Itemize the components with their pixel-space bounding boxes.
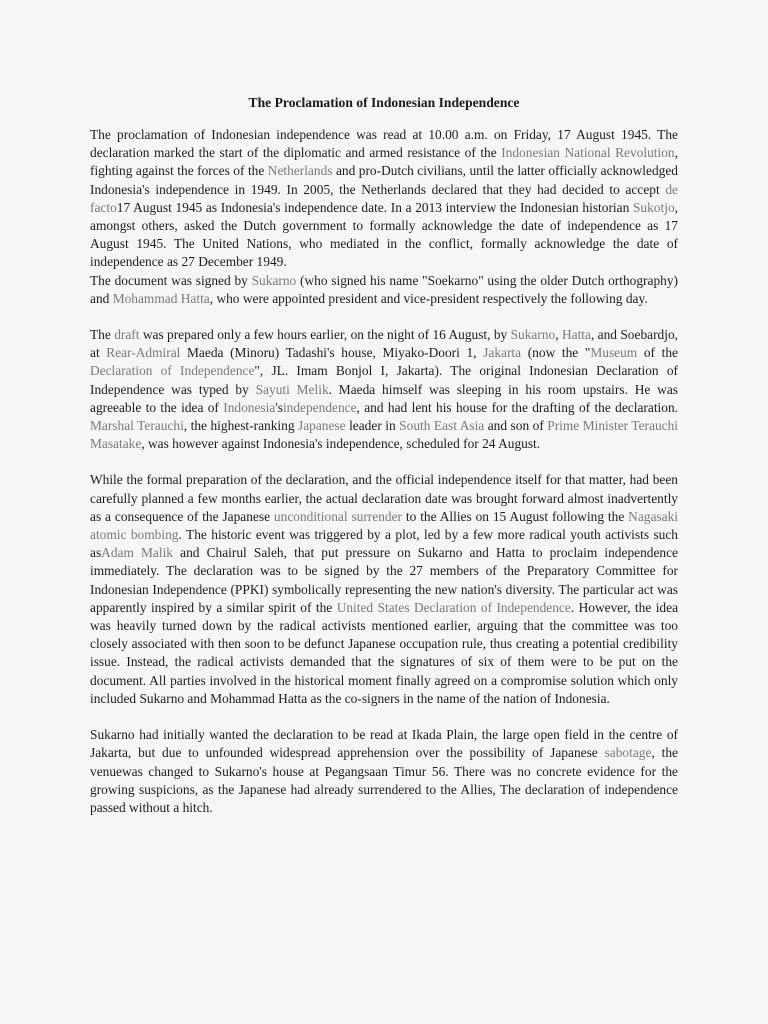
inline-link[interactable]: Jakarta xyxy=(483,345,522,361)
inline-link[interactable]: Sukarno xyxy=(251,272,297,288)
inline-link[interactable]: Nagasaki atomic bombing xyxy=(90,508,678,543)
text-run: . Maeda himself was sleeping in his room upstairs. He was agreeable to the idea of xyxy=(90,381,678,415)
text-run: . The historic event was triggered by a plot, led by a few more radical youth activists such as xyxy=(90,527,678,561)
inline-link[interactable]: draft xyxy=(114,327,140,343)
text-run: , and Soebardjo, at xyxy=(90,327,678,361)
text-run: While the formal preparation of the declaration, and the official independence itself for that matter, had been carefully planned a few months earlier, the actual declaration date was brought forward almost inadvertently as a consequence of the Japanese xyxy=(90,472,678,524)
inline-link[interactable]: South East Asia xyxy=(399,418,485,434)
text-run: The document was signed by xyxy=(90,272,252,288)
text-run: , who were appointed president and vice-president respectively the following day. xyxy=(209,290,648,306)
text-run: (who signed his name "Soekarno" using the older Dutch orthography) and xyxy=(90,272,678,306)
paragraph xyxy=(90,272,678,308)
inline-link[interactable]: Indonesian National Revolution xyxy=(501,145,675,161)
text-run: , and had lent his house for the drafting of the declaration. xyxy=(356,399,678,415)
inline-link[interactable]: Sayuti Melik xyxy=(255,381,329,397)
text-run: was prepared only a few hours earlier, on the night of 16 August, by xyxy=(139,327,511,343)
text-run: , fighting against the forces of the xyxy=(90,145,678,179)
document-body xyxy=(90,126,678,817)
text-run: The xyxy=(90,327,115,343)
text-run: Maeda (Minoru) Tadashi's house, Miyako-Doori 1, xyxy=(180,345,484,361)
text-run: and Chairul Saleh, that put pressure on Sukarno and Hatta to proclaim independence immediately. The declaration was to be signed by the 27 members of the Preparatory Committee for Indonesian Independence (PPKI) symbolically representing the new nation's diversity. The particular act was apparently inspired by a similar spirit of the xyxy=(90,545,678,615)
inline-link[interactable]: Terauchi xyxy=(137,418,184,434)
text-run: , amongst others, asked the Dutch government to formally acknowledge the date of independence as 17 August 1945. The United Nations, who mediated in the conflict, formally acknowledge the date of independence as 27 December 1949. xyxy=(90,199,678,270)
inline-link[interactable]: unconditional surrender xyxy=(273,508,403,524)
text-run: 's xyxy=(275,399,283,415)
inline-link[interactable]: sabotage xyxy=(604,745,652,761)
document-title: The Proclamation of Indonesian Independence xyxy=(248,95,520,110)
paragraph xyxy=(90,726,678,817)
inline-link[interactable]: Netherlands xyxy=(267,163,333,179)
text-run: , the venuewas changed to Sukarno's house at Pegangsaan Timur 56. There was no concrete evidence for the growing suspicions, as the Japanese had already surrendered to the Allies, The declaration of independence passed without a hitch. xyxy=(90,745,678,815)
text-run: Sukarno had initially wanted the declaration to be read at Ikada Plain, the large open field in the centre of Jakarta, but due to unfounded widespread apprehension over the possibility of Japanese xyxy=(90,727,678,761)
text-run: and son of xyxy=(484,418,548,434)
text-run: ", JL. Imam Bonjol I, Jakarta). The original Indonesian Declaration of Independence was typed by xyxy=(90,363,678,397)
text-run: 17 August 1945 as Indonesia's independence date. In a 2013 interview the Indonesian historian xyxy=(116,199,633,215)
inline-link[interactable]: Terauchi Masatake xyxy=(90,418,679,452)
inline-link[interactable]: Marshal xyxy=(90,418,134,434)
text-run: to the Allies on 15 August following the xyxy=(402,508,629,524)
inline-link[interactable]: Declaration of Independence xyxy=(90,363,255,379)
document-page xyxy=(90,84,678,817)
paragraph xyxy=(90,126,678,272)
inline-link[interactable]: United States Declaration of Independence xyxy=(336,599,571,615)
paragraph xyxy=(90,326,678,453)
inline-link[interactable]: Hatta xyxy=(561,327,591,343)
inline-link[interactable]: Prime Minister xyxy=(547,418,629,434)
text-run: . However, the idea was heavily turned down by the radical activists mentioned earlier, arguing that the committee was too closely associated with then soon to be defunct Japanese occupation rule, thus creating a potential credibility issue. Instead, the radical activists demanded that the signatures of six of them were to be put on the document. All parties involved in the historical moment finally agreed on a compromise solution which only included Sukarno and Mohammad Hatta as the co-signers in the name of the nation of Indonesia. xyxy=(90,599,679,706)
inline-link[interactable]: de facto xyxy=(90,181,678,215)
text-run: , was however against Indonesia's independence, scheduled for 24 August. xyxy=(141,436,541,452)
inline-link[interactable]: Adam Malik xyxy=(101,545,173,561)
inline-link[interactable]: Sukarno xyxy=(510,327,556,343)
inline-link[interactable]: Museum xyxy=(590,345,638,361)
inline-link[interactable]: Indonesia xyxy=(223,399,276,415)
inline-link[interactable]: Mohammad Hatta xyxy=(112,290,210,306)
text-run: , xyxy=(555,327,562,343)
paragraph xyxy=(90,471,678,708)
text-run: of the xyxy=(637,345,678,361)
text-run: (now the " xyxy=(521,345,591,361)
inline-link[interactable]: Rear-Admiral xyxy=(106,345,181,361)
text-run: The proclamation of Indonesian independence was read at 10.00 a.m. on Friday, 17 August 1945. The declaration marked the start of the diplomatic and armed resistance of the xyxy=(90,127,678,161)
inline-link[interactable]: Sukotjo xyxy=(632,199,675,215)
inline-link[interactable]: independence xyxy=(282,399,357,415)
text-run: leader in xyxy=(345,418,400,434)
text-run: , the highest-ranking xyxy=(183,418,298,434)
inline-link[interactable]: Japanese xyxy=(298,418,346,434)
text-run: and pro-Dutch civilians, until the latter officially acknowledged Indonesia's independence in 1949. In 2005, the Netherlands declared that they had decided to accept xyxy=(90,163,678,197)
